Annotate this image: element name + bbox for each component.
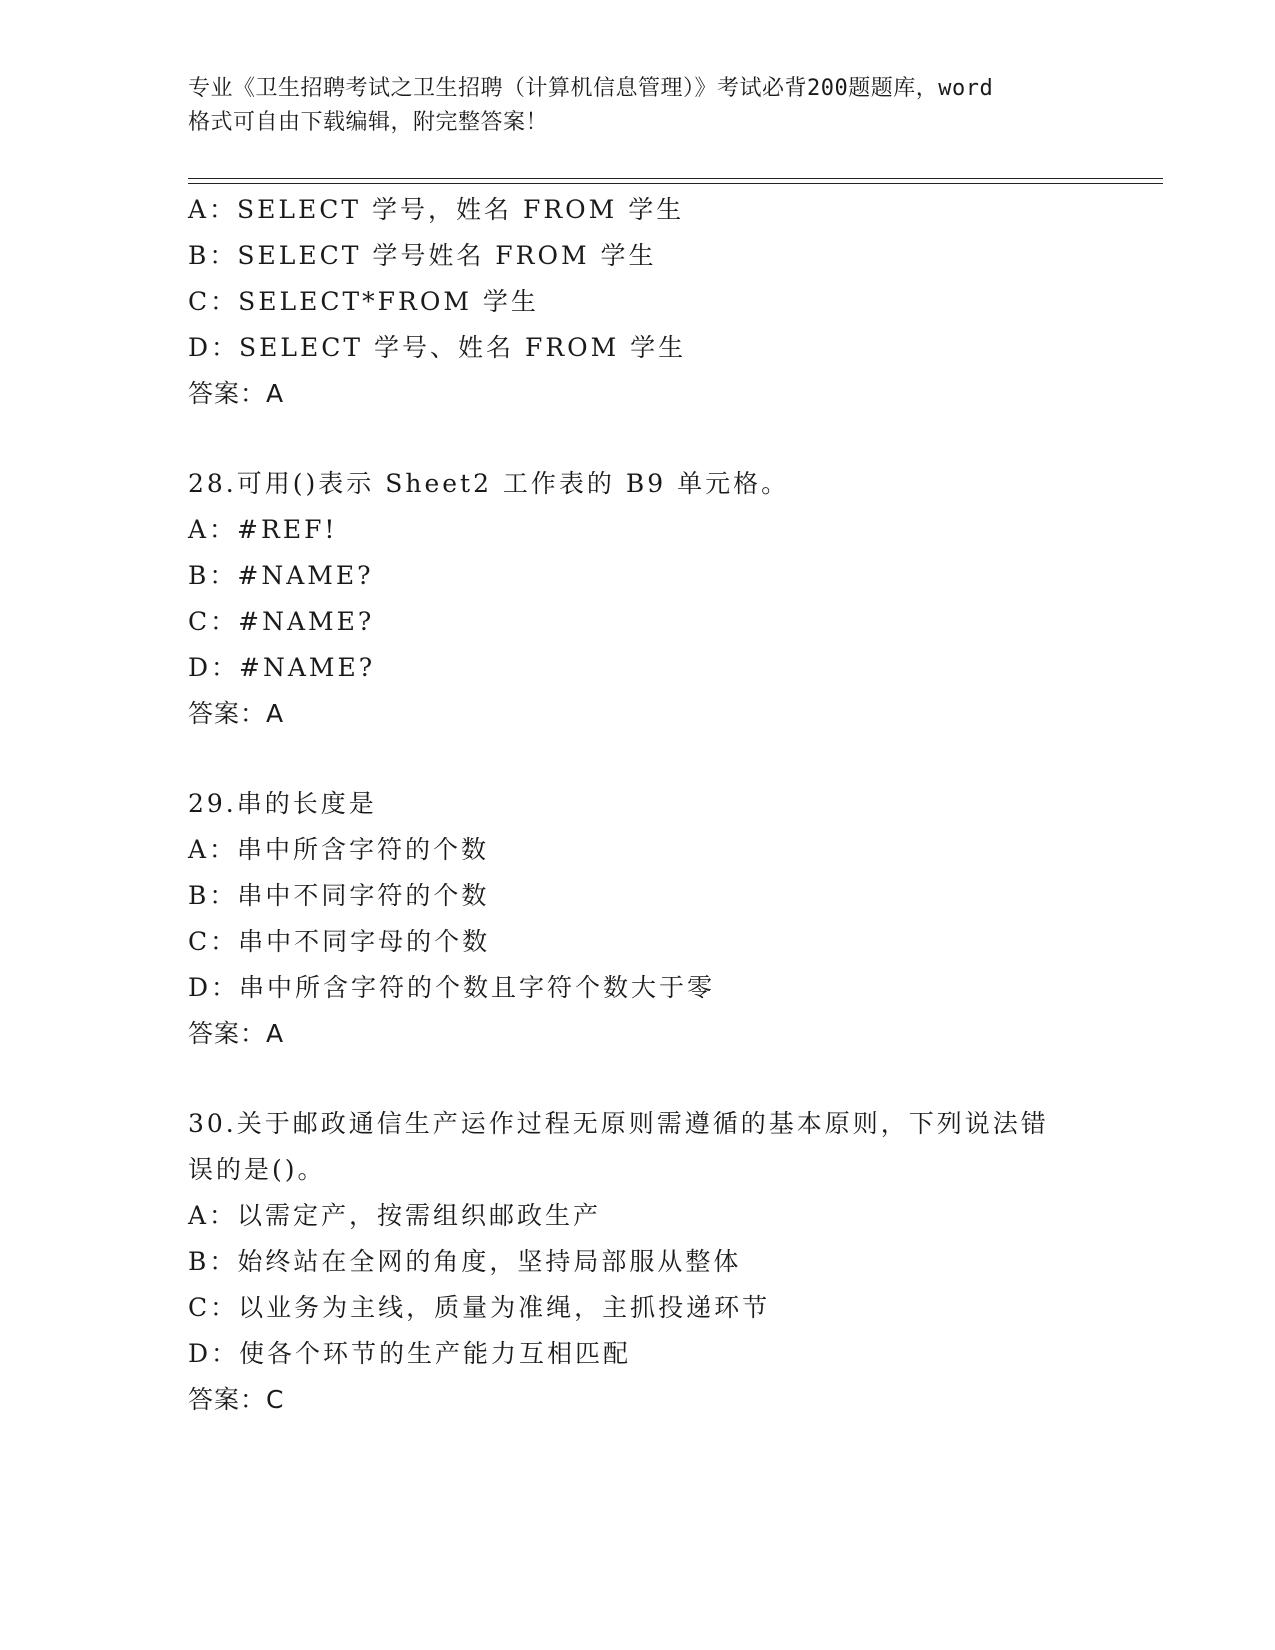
question-27 [188, 187, 1088, 417]
answer: 答案：A [188, 379, 285, 408]
question-list [188, 187, 1088, 1423]
option-a: A：串中所含字符的个数 [188, 835, 490, 864]
answer: 答案：C [188, 1385, 285, 1414]
question-29 [188, 781, 1088, 1057]
question-30 [188, 1101, 1088, 1423]
option-d: D：使各个环节的生产能力互相匹配 [188, 1339, 632, 1368]
answer: 答案：A [188, 699, 285, 728]
option-a: A：以需定产，按需组织邮政生产 [188, 1201, 602, 1230]
option-b: B：串中不同字符的个数 [188, 881, 490, 910]
question-stem: 30.关于邮政通信生产运作过程无原则需遵循的基本原则，下列说法错误的是()。 [188, 1109, 1049, 1184]
option-a: A：#REF! [188, 515, 338, 544]
option-b: B：#NAME? [188, 561, 374, 590]
question-stem: 29.串的长度是 [188, 789, 377, 818]
option-c: C：以业务为主线，质量为准绳，主抓投递环节 [188, 1293, 771, 1322]
header-divider-bottom [188, 183, 1163, 184]
option-d: D：SELECT 学号、姓名 FROM 学生 [188, 333, 687, 362]
answer: 答案：A [188, 1019, 285, 1048]
option-b: B：SELECT 学号姓名 FROM 学生 [188, 241, 657, 270]
option-c: C：#NAME? [188, 607, 375, 636]
option-c: C：串中不同字母的个数 [188, 927, 491, 956]
header-divider-top [188, 178, 1163, 179]
option-d: D：串中所含字符的个数且字符个数大于零 [188, 973, 716, 1002]
option-a: A：SELECT 学号，姓名 FROM 学生 [188, 195, 685, 224]
question-28 [188, 461, 1088, 737]
option-b: B：始终站在全网的角度，坚持局部服从整体 [188, 1247, 742, 1276]
document-header [188, 72, 1088, 140]
question-stem: 28.可用()表示 Sheet2 工作表的 B9 单元格。 [188, 469, 790, 498]
header-line-2: 格式可自由下载编辑，附完整答案！ [188, 110, 549, 135]
option-d: D：#NAME? [188, 653, 376, 682]
option-c: C：SELECT*FROM 学生 [188, 287, 539, 316]
header-line-1: 专业《卫生招聘考试之卫生招聘（计算机信息管理）》考试必背200题题库，word [188, 76, 994, 101]
